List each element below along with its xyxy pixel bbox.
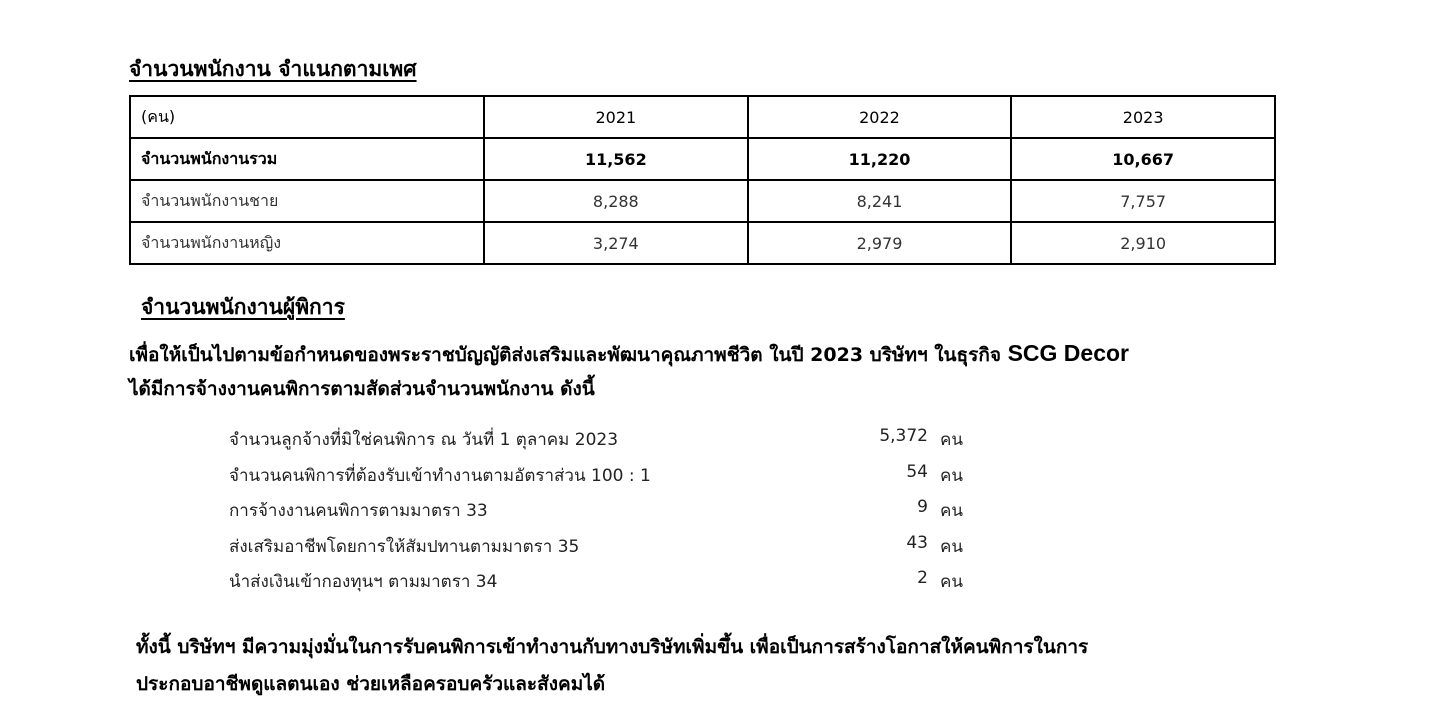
value-cell: 2,979 [748,222,1012,264]
stat-label: นำส่งเงินเข้ากองทุนฯ ตามมาตรา 34 [229,572,498,592]
employee-gender-heading: จำนวนพนักงาน จำแนกตามเพศ [129,57,417,81]
stat-value: 54 [906,462,928,482]
stat-unit: คน [940,501,963,521]
value-cell: 3,274 [484,222,748,264]
table-header-row [130,96,1275,138]
closing-paragraph-line2: ประกอบอาชีพดูแลตนเอง ช่วยเหลือครอบครัวและสังคมได้ [136,673,606,695]
value-cell: 11,562 [484,138,748,180]
stat-value: 43 [906,533,928,553]
stat-unit: คน [940,466,963,486]
stat-label: การจ้างงานคนพิการตามมาตรา 33 [229,501,488,521]
stat-value: 2 [917,568,928,588]
stat-row [229,497,974,527]
table-row-total [130,138,1275,180]
employee-gender-table [129,95,1276,265]
intro-paragraph-line1 [129,340,1129,370]
stat-row [229,426,974,456]
table-row-female [130,222,1275,264]
stat-unit: คน [940,537,963,557]
stat-value: 5,372 [879,426,928,446]
stat-label: จำนวนลูกจ้างที่มิใช่คนพิการ ณ วันที่ 1 ตุลาคม 2023 [229,430,619,450]
brand-name: SCG Decor [1007,340,1130,366]
stat-row [229,533,974,563]
closing-paragraph-line1: ทั้งนี้ บริษัทฯ มีความมุ่งมั่นในการรับคนพิการเข้าทำงานกับทางบริษัทเพิ่มขึ้น เพื่อเป็นการสร้างโอกาสให้คนพิการในการ [136,636,1089,658]
stat-value: 9 [917,497,928,517]
year-header-2021: 2021 [484,96,748,138]
value-cell: 11,220 [748,138,1012,180]
value-cell: 7,757 [1011,180,1275,222]
stat-row [229,462,974,492]
year-header-2022: 2022 [748,96,1012,138]
row-label: จำนวนพนักงานหญิง [130,222,484,264]
stat-row [229,568,974,598]
stat-label: จำนวนคนพิการที่ต้องรับเข้าทำงานตามอัตราส่วน 100 : 1 [229,466,651,486]
value-cell: 8,288 [484,180,748,222]
value-cell: 2,910 [1011,222,1275,264]
stat-unit: คน [940,572,963,592]
intro-text: เพื่อให้เป็นไปตามข้อกำหนดของพระราชบัญญัติส่งเสริมและพัฒนาคุณภาพชีวิต ในปี 2023 บริษัทฯ ในธุรกิจ [129,344,1001,366]
value-cell: 10,667 [1011,138,1275,180]
table-row-male [130,180,1275,222]
unit-header-cell: (คน) [130,96,484,138]
row-label: จำนวนพนักงานรวม [130,138,484,180]
row-label: จำนวนพนักงานชาย [130,180,484,222]
value-cell: 8,241 [748,180,1012,222]
year-header-2023: 2023 [1011,96,1275,138]
intro-paragraph-line2: ได้มีการจ้างงานคนพิการตามสัดส่วนจำนวนพนักงาน ดังนี้ [129,378,595,400]
stat-unit: คน [940,430,963,450]
disabled-employees-heading: จำนวนพนักงานผู้พิการ [141,295,345,319]
stat-label: ส่งเสริมอาชีพโดยการให้สัมปทานตามมาตรา 35 [229,537,580,557]
